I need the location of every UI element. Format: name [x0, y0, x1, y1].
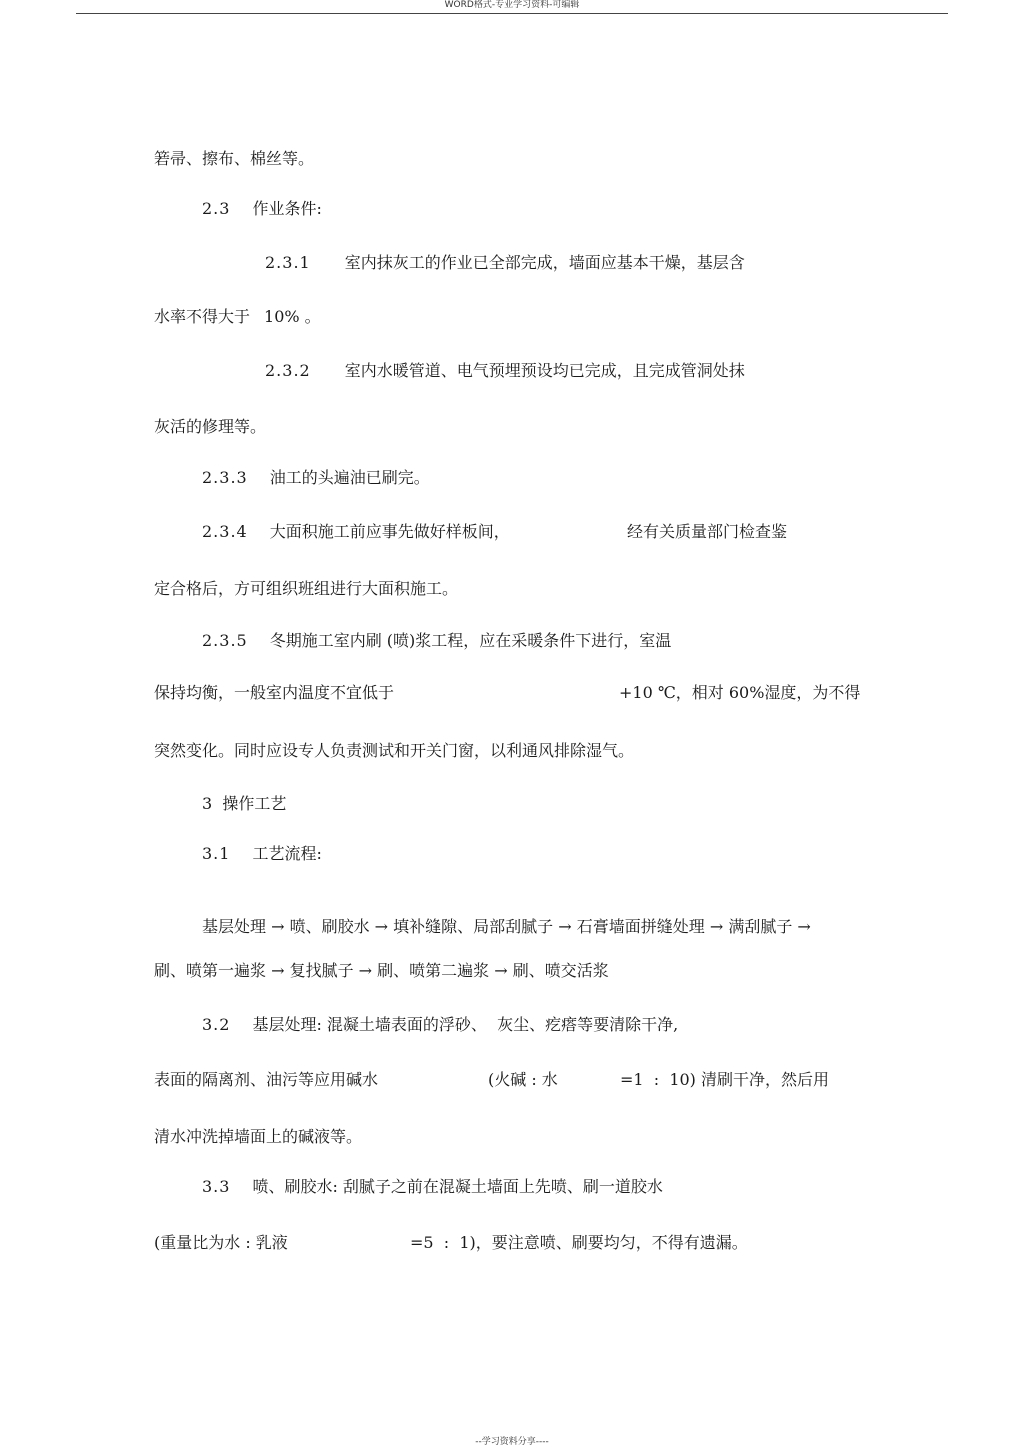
text-line: 保持均衡，一般室内温度不宜低于	[154, 683, 395, 702]
text-line: 箬帚、擦布、棉丝等。	[154, 149, 315, 168]
text-line: 灰活的修理等。	[154, 417, 267, 436]
text-line: 突然变化。同时应设专人负责测试和开关门窗，以利通风排除湿气。	[154, 741, 635, 760]
text-line: 清水冲洗掉墙面上的碱液等。	[154, 1127, 363, 1146]
text-line: (重量比为水 : 乳液	[154, 1233, 288, 1252]
text-line: =5 : 1)，要注意喷、刷要均匀，不得有遗漏。	[410, 1233, 748, 1252]
paragraph-2-3-1: 2.3.1 室内抹灰工的作业已全部完成，墙面应基本干燥，基层含	[265, 253, 745, 272]
section-heading-3-1: 3.1 工艺流程:	[202, 844, 322, 863]
paragraph-3-3: 3.3 喷、刷胶水: 刮腻子之前在混凝土墙面上先喷、刷一道胶水	[202, 1177, 663, 1196]
text-line: 水率不得大于 10% 。	[154, 307, 321, 326]
process-flow-line: 基层处理 → 喷、刷胶水 → 填补缝隙、局部刮腻子 → 石膏墙面拼缝处理 → 满刮腻子 →	[202, 917, 811, 936]
text-line: 定合格后，方可组织班组进行大面积施工。	[154, 579, 459, 598]
page-header: WORD格式-专业学习资料-可编辑	[444, 0, 580, 10]
paragraph-2-3-4: 2.3.4 大面积施工前应事先做好样板间，	[202, 522, 510, 541]
paragraph-2-3-5: 2.3.5 冬期施工室内刷 (喷)浆工程，应在采暖条件下进行，室温	[202, 631, 672, 650]
page-footer: --学习资料分享----	[475, 1437, 549, 1447]
process-flow-line: 刷、喷第一遍浆 → 复找腻子 → 刷、喷第二遍浆 → 刷、喷交活浆	[154, 961, 609, 980]
header-divider	[76, 13, 948, 14]
paragraph-2-3-3: 2.3.3 油工的头遍油已刷完。	[202, 468, 430, 487]
paragraph-2-3-2: 2.3.2 室内水暖管道、电气预埋预设均已完成，且完成管洞处抹	[265, 361, 745, 380]
section-heading-2-3: 2.3 作业条件:	[202, 199, 322, 218]
text-line: 表面的隔离剂、油污等应用碱水	[154, 1070, 379, 1089]
text-line: (火碱 : 水	[488, 1070, 558, 1089]
text-line: 经有关质量部门检查鉴	[627, 522, 788, 541]
text-line: =1 : 10) 清刷干净，然后用	[620, 1070, 830, 1089]
text-line: +10 ℃，相对 60%湿度，为不得	[619, 683, 861, 702]
section-heading-3: 3 操作工艺	[202, 794, 287, 813]
paragraph-3-2: 3.2 基层处理: 混凝土墙表面的浮砂、 灰尘、疙瘩等要清除干净,	[202, 1015, 679, 1034]
